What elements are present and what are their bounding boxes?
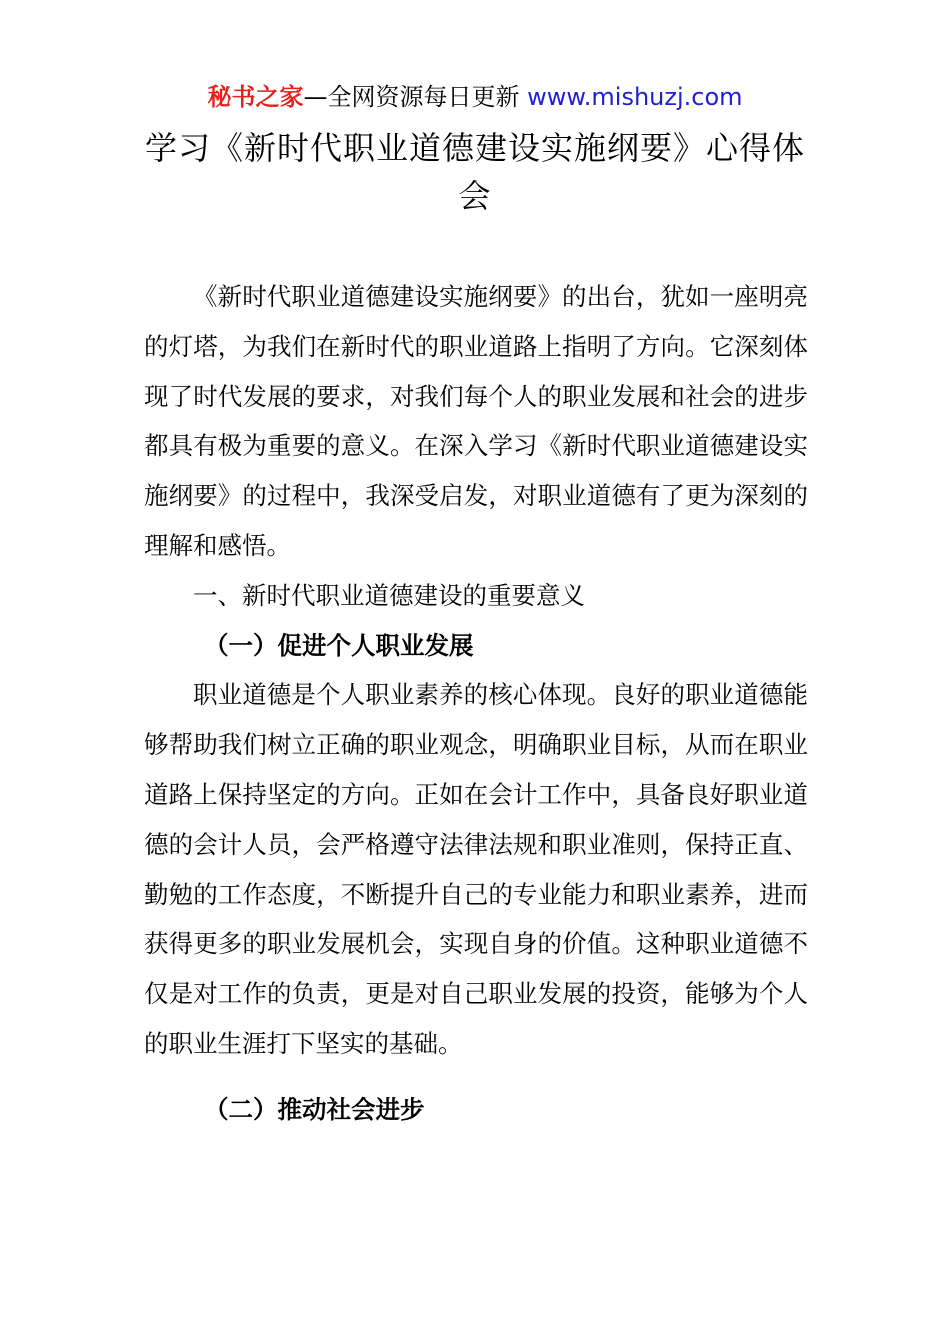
site-slogan: —全网资源每日更新 [303, 83, 528, 111]
site-header [0, 80, 950, 114]
intro-paragraph: 《新时代职业道德建设实施纲要》的出台，犹如一座明亮的灯塔，为我们在新时代的职业道路上指明了方向。它深刻体现了时代发展的要求，对我们每个人的职业发展和社会的进步都具有极为重要的意义。在深入学习《新时代职业道德建设实施纲要》的过程中，我深受启发，对职业道德有了更为深刻的理解和感悟。 [144, 282, 808, 560]
subsection-heading-1: （一）促进个人职业发展 [204, 630, 474, 660]
site-url-link[interactable]: www.mishuzj.com [527, 83, 743, 111]
site-name: 秘书之家 [207, 83, 304, 111]
paragraph-gap [144, 1069, 808, 1085]
subsection-paragraph-1: 职业道德是个人职业素养的核心体现。良好的职业道德能够帮助我们树立正确的职业观念，明确职业目标，从而在职业道路上保持坚定的方向。正如在会计工作中，具备良好职业道德的会计人员，会严格遵守法律法规和职业准则，保持正直、勤勉的工作态度，不断提升自己的专业能力和职业素养，进而获得更多的职业发展机会，实现自身的价值。这种职业道德不仅是对工作的负责，更是对自己职业发展的投资，能够为个人的职业生涯打下坚实的基础。 [144, 680, 808, 1058]
subsection-heading-2: （二）推动社会进步 [204, 1094, 425, 1124]
document-title: 学习《新时代职业道德建设实施纲要》心得体会 [144, 129, 805, 215]
section-heading: 一、新时代职业道德建设的重要意义 [193, 580, 585, 610]
document-body [144, 272, 808, 1135]
